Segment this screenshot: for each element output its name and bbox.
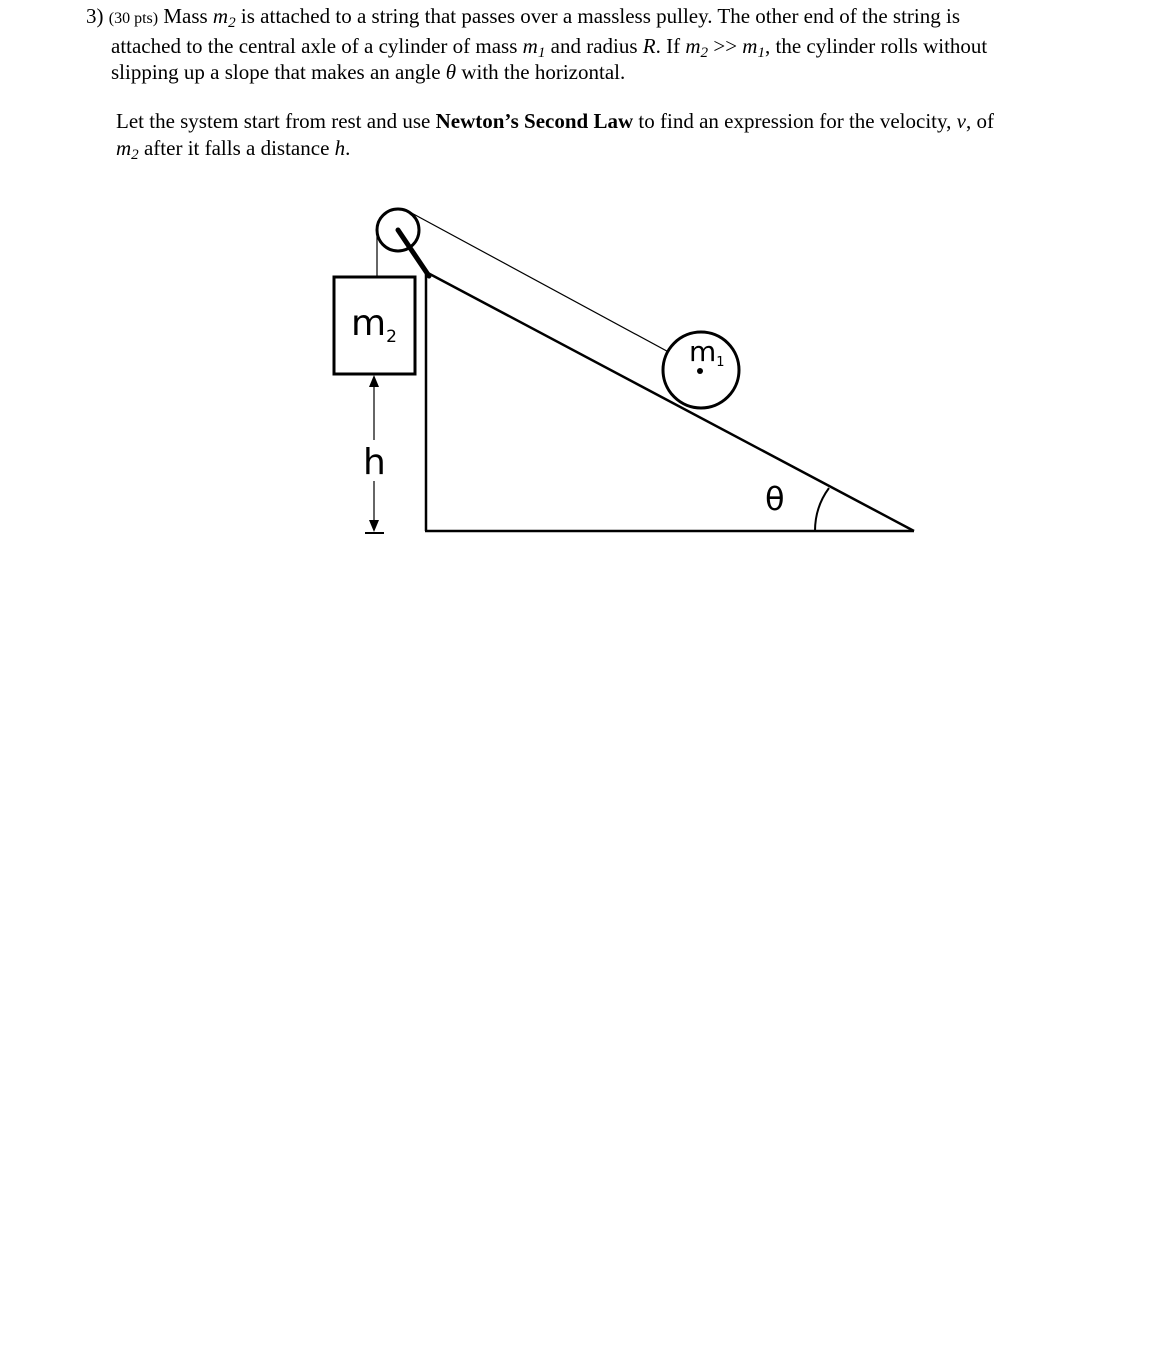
instruction-text: . xyxy=(345,135,351,160)
instruction-text: after it falls a distance xyxy=(138,135,335,160)
var-m1: $m_1$ xyxy=(522,33,546,61)
var-theta: θ xyxy=(445,60,457,84)
problem-text: . If xyxy=(655,33,686,58)
problem-text: with the horizontal. xyxy=(456,60,626,84)
var-m1: $m_1$ xyxy=(742,33,766,61)
instruction-text: , of xyxy=(965,109,994,133)
height-arrow-up-head xyxy=(369,375,379,387)
height-label: h xyxy=(363,442,386,483)
problem-text: Mass xyxy=(163,4,213,28)
cylinder-m1-label: m1 xyxy=(689,335,725,370)
var-m2: $m_2$ xyxy=(685,33,709,61)
angle-arc xyxy=(815,488,829,531)
var-radius: R xyxy=(642,33,656,58)
cylinder-axle xyxy=(697,368,703,374)
var-velocity: v xyxy=(956,109,966,133)
newtons-second-law: Newton’s Second Law xyxy=(435,109,634,133)
height-arrow-down-head xyxy=(369,520,379,532)
problem-number: 3) xyxy=(86,4,104,28)
instruction-text: to find an expression for the velocity, xyxy=(633,109,957,133)
problem-text: is attached to a string that passes over a massless pulley. The other end of the string is xyxy=(235,4,960,28)
var-m2: $m_2$ xyxy=(212,4,236,31)
var-m2: $m_2$ xyxy=(116,135,139,163)
problem-text: slipping up a slope that makes an angle xyxy=(111,60,446,84)
string-to-cylinder xyxy=(406,210,700,369)
problem-text: , the cylinder rolls without xyxy=(765,33,988,58)
instruction-text: Let the system start from rest and use xyxy=(116,109,436,133)
problem-text: >> xyxy=(708,33,743,58)
problem-text: attached to the central axle of a cylinder of mass xyxy=(111,33,523,58)
angle-label: θ xyxy=(765,480,785,518)
incline-slope xyxy=(426,272,914,531)
var-h: h xyxy=(334,135,346,160)
problem-text: and radius xyxy=(545,33,643,58)
block-m2-label: m2 xyxy=(351,303,397,347)
problem-points: (30 pts) xyxy=(108,10,159,27)
